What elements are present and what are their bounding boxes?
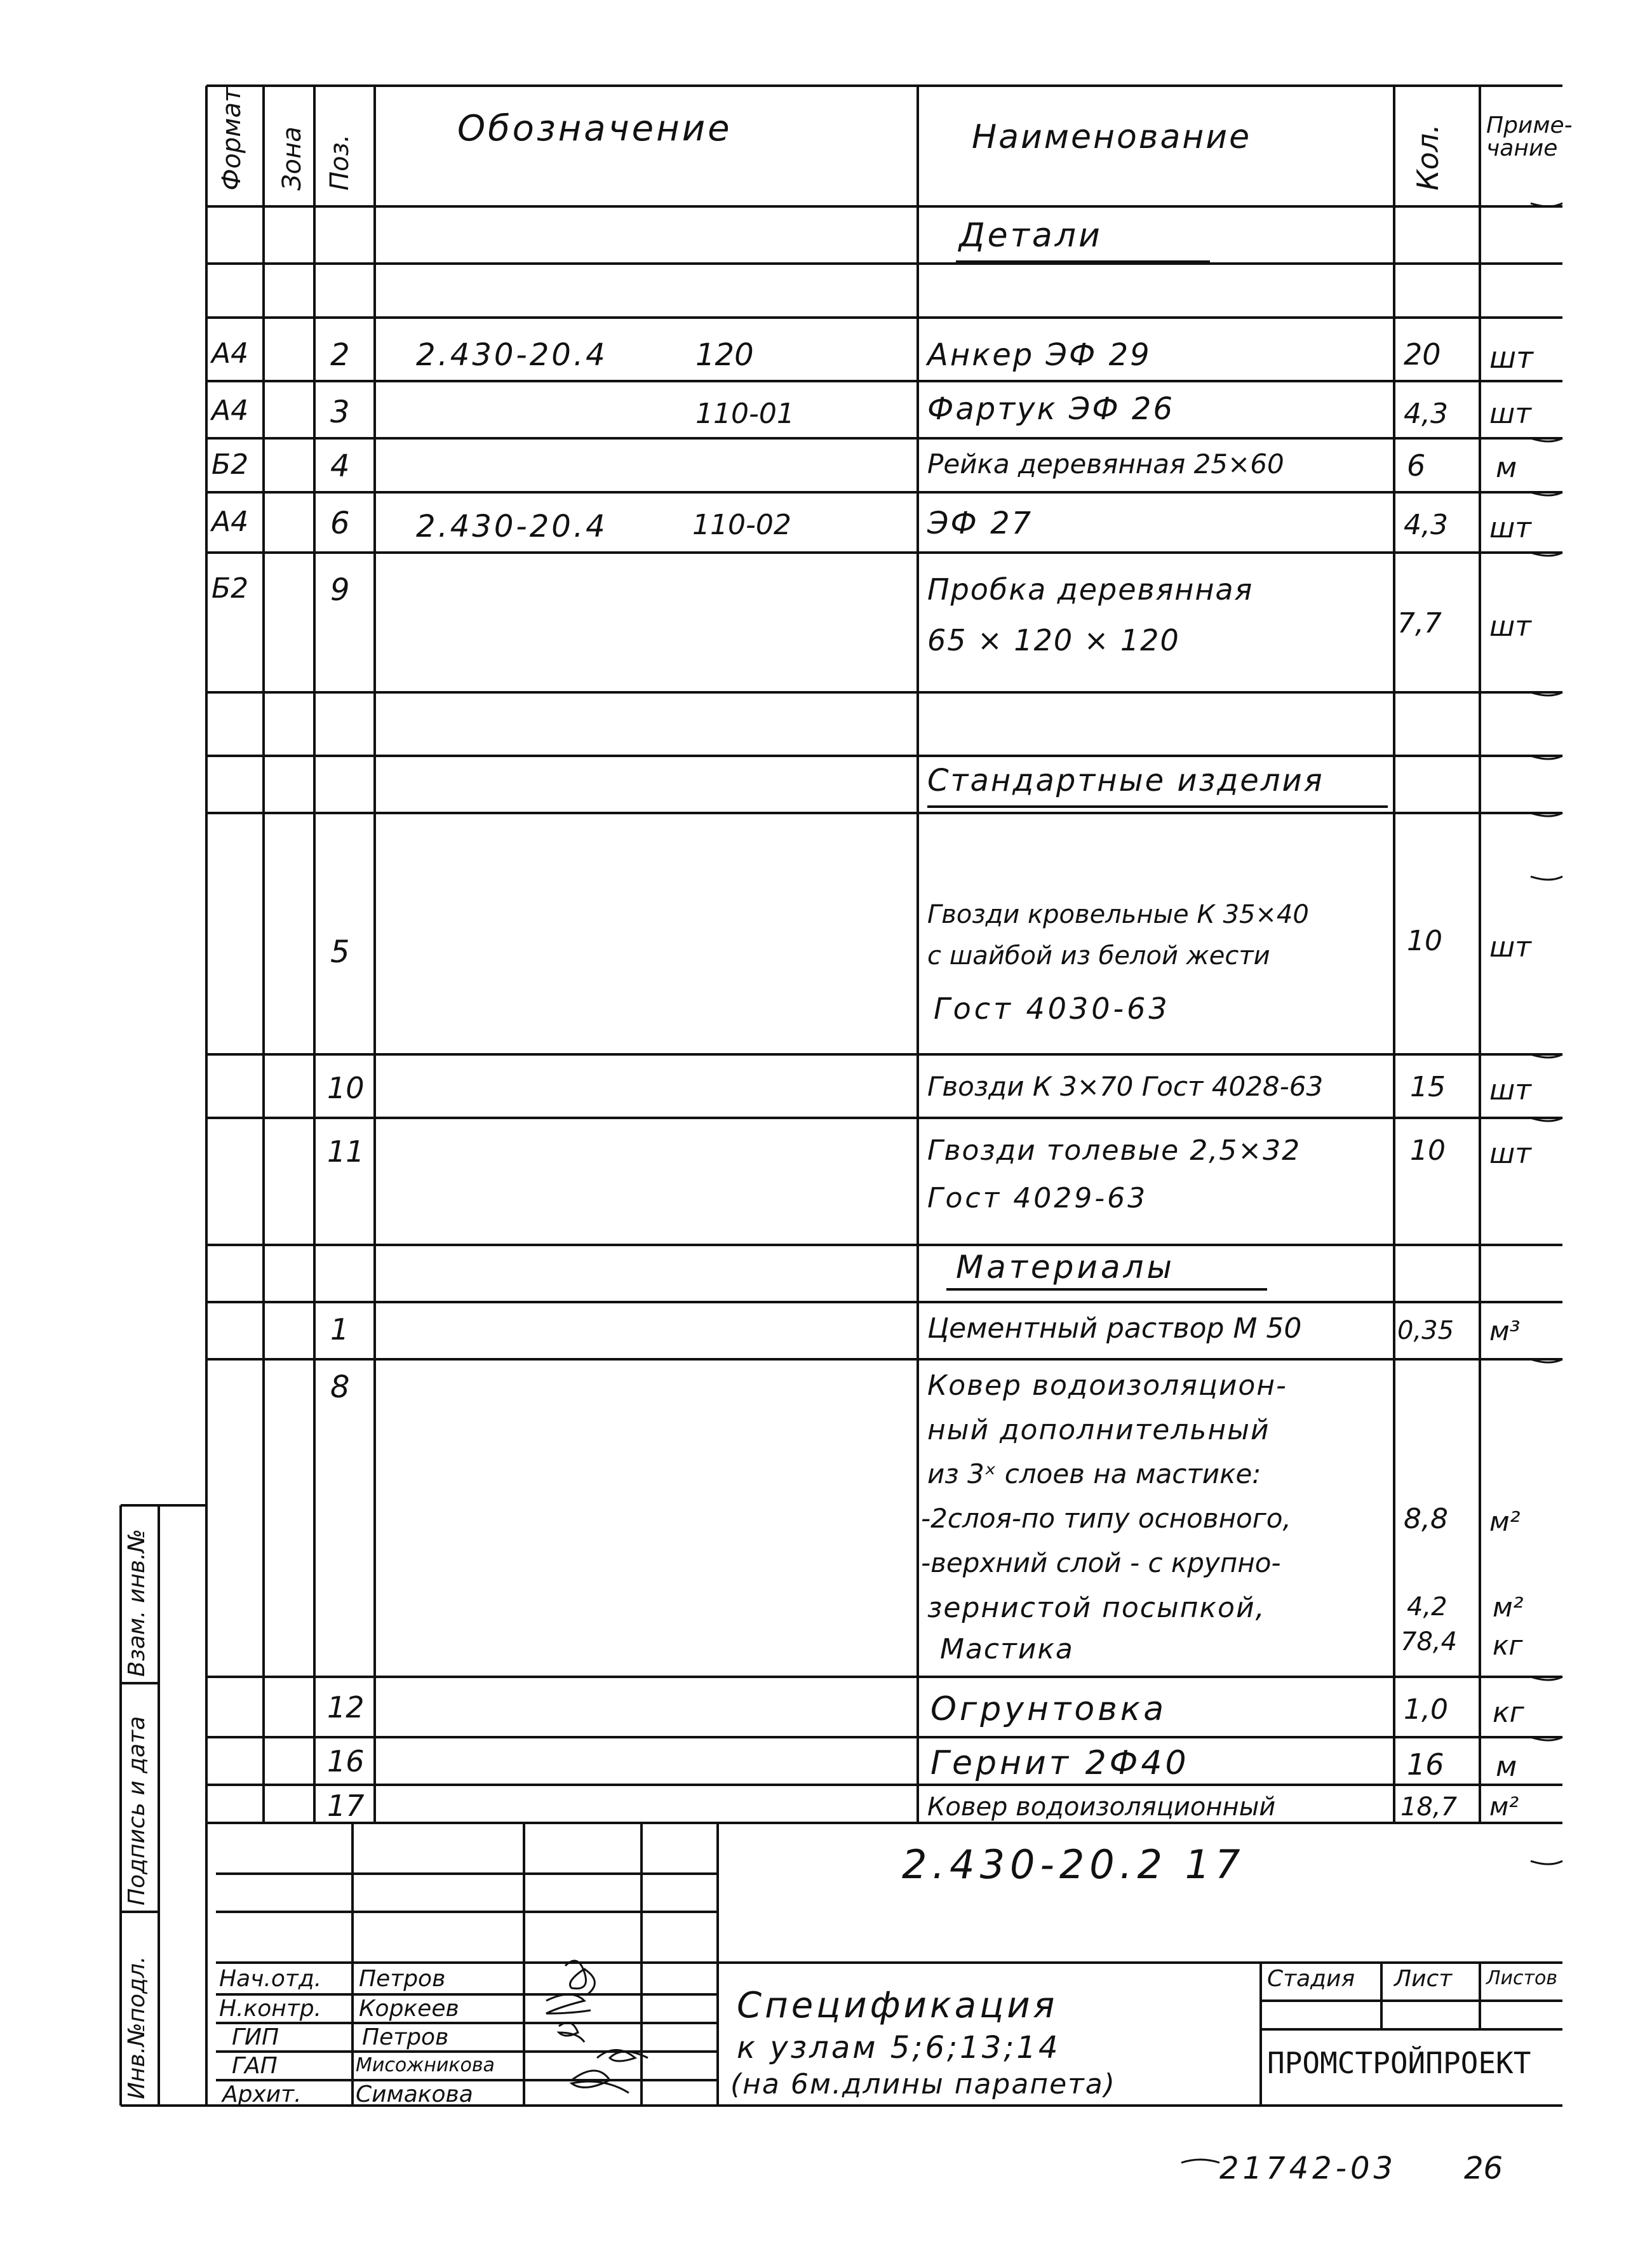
name-petrov-2: Петров — [362, 2024, 449, 2050]
row-name: Анкер ЭФ 29 — [927, 337, 1152, 373]
header-pos: Поз. — [325, 134, 354, 191]
header-qty: Кол. — [1411, 124, 1445, 191]
side-vzam: Взам. инв.№ — [124, 1529, 150, 1677]
row-pos: 17 — [327, 1789, 365, 1823]
row-designation: 2.430-20.4 — [416, 337, 608, 373]
row-note: м — [1496, 452, 1517, 484]
row-note: шт — [1489, 340, 1533, 375]
row-qty: 4,3 — [1404, 509, 1448, 541]
document-code: 2.430-20.2 17 — [902, 1841, 1246, 1888]
row-note: шт — [1489, 398, 1531, 430]
role-nach-otd: Нач.отд. — [219, 1966, 322, 1992]
title-line-1: Спецификация — [737, 1985, 1058, 2026]
row-name-line3: Гост 4030-63 — [934, 991, 1171, 1026]
sheets-label: Листов — [1486, 1967, 1558, 1989]
row-pos: 12 — [327, 1690, 365, 1724]
row-name: Ковер водоизоляцион- — [927, 1369, 1287, 1402]
page-number: 26 — [1464, 2151, 1503, 2186]
row-name-line3: из 3ˣ слоев на мастике: — [927, 1458, 1261, 1489]
row-format: А4 — [212, 337, 249, 370]
header-designation: Обозначение — [457, 108, 732, 149]
row-note: м³ — [1489, 1315, 1521, 1347]
row-designation2: 110-02 — [692, 509, 791, 541]
header-note: Приме- чание — [1486, 112, 1573, 161]
row-format: Б2 — [212, 572, 249, 605]
row-name-line7: Мастика — [940, 1633, 1074, 1665]
inventory-number: 21742-03 — [1219, 2151, 1397, 2186]
row-name: Пробка деревянная — [927, 572, 1254, 607]
name-petrov-1: Петров — [359, 1966, 446, 1992]
role-gap: ГАП — [232, 2053, 278, 2079]
row-note: шт — [1489, 610, 1531, 643]
row-pos: 16 — [327, 1744, 365, 1778]
header-format: Формат — [217, 87, 246, 191]
row-name-line6: зернистой посыпкой, — [927, 1592, 1266, 1624]
section-materials: Материалы — [956, 1249, 1175, 1286]
role-gip: ГИП — [232, 2024, 279, 2050]
row-pos: 8 — [330, 1369, 350, 1405]
row-note: шт — [1489, 512, 1531, 544]
row-name-line2: с шайбой из белой жести — [927, 941, 1270, 971]
row-note: кг — [1493, 1697, 1524, 1729]
row-format: Б2 — [212, 448, 249, 481]
header-zone: Зона — [278, 126, 307, 191]
row-qty: 7,7 — [1397, 607, 1442, 640]
role-arkhit: Архит. — [222, 2081, 302, 2107]
row-qty: 6 — [1407, 448, 1426, 483]
row-note: м² — [1489, 1506, 1521, 1537]
row-qty: 15 — [1410, 1071, 1446, 1103]
row-qty: 10 — [1407, 925, 1442, 957]
row-name: Гвозди толевые 2,5×32 — [927, 1134, 1301, 1167]
row-pos: 2 — [330, 337, 350, 373]
row-note: м² — [1489, 1792, 1519, 1822]
row-pos: 1 — [330, 1312, 349, 1347]
row-name-line2: Гост 4029-63 — [927, 1182, 1148, 1214]
title-line-2: к узлам 5;6;13;14 — [737, 2030, 1061, 2066]
row-pos: 9 — [330, 572, 350, 608]
row-designation2: 120 — [695, 337, 754, 373]
row-name: Огрунтовка — [930, 1690, 1167, 1728]
row-qty-3: 78,4 — [1400, 1627, 1458, 1657]
row-name: Гвозди кровельные К 35×40 — [927, 900, 1309, 929]
row-qty: 4,3 — [1404, 398, 1448, 430]
name-simakova: Симакова — [356, 2081, 473, 2107]
row-qty: 10 — [1410, 1134, 1446, 1167]
row-name-line5: -верхний слой - с крупно- — [921, 1547, 1281, 1578]
row-note-2: м² — [1493, 1592, 1524, 1623]
row-note: шт — [1489, 931, 1531, 964]
row-name: Цементный раствор М 50 — [927, 1312, 1302, 1345]
row-note: м — [1496, 1751, 1517, 1783]
row-pos: 4 — [330, 448, 350, 484]
row-pos: 6 — [330, 506, 350, 541]
row-qty: 0,35 — [1397, 1316, 1454, 1345]
row-qty: 16 — [1407, 1747, 1444, 1782]
header-name: Наименование — [972, 118, 1252, 156]
row-name-line2: ный дополнительный — [927, 1414, 1270, 1446]
section-details: Детали — [959, 217, 1103, 255]
row-name-line4: -2слоя-по типу основного, — [921, 1503, 1291, 1534]
row-pos: 5 — [330, 934, 350, 970]
stage-label: Стадия — [1267, 1966, 1355, 1992]
row-name: Рейка деревянная 25×60 — [927, 448, 1284, 480]
row-qty: 1,0 — [1404, 1693, 1448, 1726]
organization: ПРОМСТРОЙПРОЕКТ — [1267, 2046, 1531, 2080]
sheet-label: Лист — [1394, 1966, 1453, 1992]
side-inv-podl: Инв.№подл. — [124, 1956, 150, 2099]
section-standard: Стандартные изделия — [927, 763, 1324, 798]
name-misozhnikova: Мисожникова — [356, 2054, 495, 2076]
title-line-3: (на 6м.длины парапета) — [730, 2068, 1116, 2100]
row-qty-2: 4,2 — [1407, 1592, 1447, 1622]
signatures — [546, 1961, 648, 2093]
row-name: ЭФ 27 — [927, 506, 1033, 541]
row-note: шт — [1489, 1074, 1531, 1106]
row-name-line2: 65 × 120 × 120 — [927, 623, 1180, 657]
row-pos: 11 — [327, 1134, 365, 1169]
row-name: Фартук ЭФ 26 — [927, 391, 1174, 427]
row-name: Гернит 2Ф40 — [930, 1744, 1190, 1782]
side-podpis: Подпись и дата — [124, 1716, 150, 1905]
row-name: Гвозди К 3×70 Гост 4028-63 — [927, 1071, 1324, 1102]
row-format: А4 — [212, 506, 249, 538]
row-qty: 18,7 — [1400, 1792, 1458, 1822]
row-qty: 8,8 — [1404, 1503, 1448, 1535]
row-pos: 10 — [327, 1071, 365, 1105]
row-format: А4 — [212, 394, 249, 427]
row-pos: 3 — [330, 394, 350, 430]
row-note: шт — [1489, 1138, 1531, 1170]
row-note-3: кг — [1493, 1630, 1523, 1661]
role-n-kontr: Н.контр. — [219, 1996, 322, 2022]
row-designation: 2.430-20.4 — [416, 509, 608, 544]
row-name: Ковер водоизоляционный — [927, 1792, 1276, 1822]
row-qty: 20 — [1404, 337, 1441, 372]
name-korkeev: Коркеев — [359, 1996, 459, 2022]
row-designation2: 110-01 — [695, 398, 795, 430]
